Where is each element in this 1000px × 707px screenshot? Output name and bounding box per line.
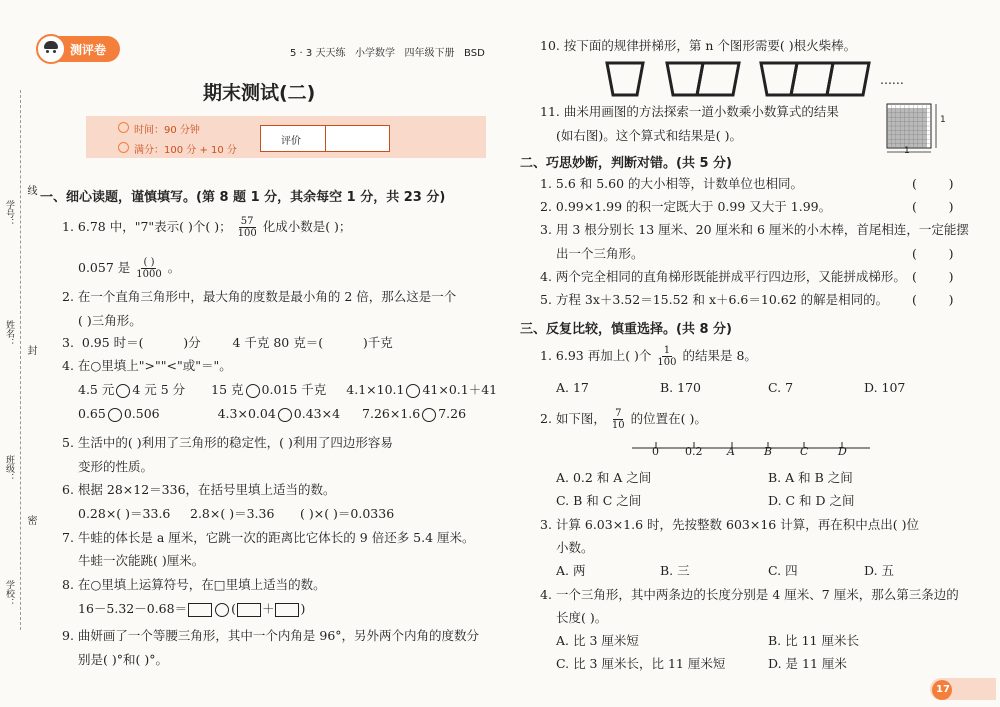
- judge-paren[interactable]: ( ): [912, 199, 954, 214]
- choice-4-line2: 长度( )。: [556, 610, 608, 625]
- q9-line2: 别是( )°和( )°。: [78, 652, 168, 667]
- nl-label-a: A: [727, 445, 735, 458]
- nl-label-d: D: [838, 445, 847, 458]
- side-label-xuehao: 学号：: [4, 200, 14, 227]
- c4-opt-d[interactable]: D. 是 11 厘米: [768, 656, 847, 671]
- side-label-mi: 密: [25, 515, 36, 525]
- section-2-heading: 二、巧思妙断，判断对错。(共 5 分): [520, 156, 732, 171]
- trapezoid-figures: [605, 60, 875, 100]
- compare-circle[interactable]: [108, 408, 122, 422]
- c2-opt-b[interactable]: B. A 和 B 之间: [768, 470, 853, 485]
- q4: 4. 在○里填上">""<"或"＝"。: [62, 358, 232, 373]
- compare-circle[interactable]: [278, 408, 292, 422]
- grid-bottom-label: 1: [904, 146, 910, 156]
- judge-3: 3. 用 3 根分别长 13 厘米、20 厘米和 6 厘米的小木棒，首尾相连，一定能摆: [540, 222, 969, 237]
- clock-icon: [118, 122, 129, 133]
- q5-line1: 5. 生活中的( )利用了三角形的稳定性，( )利用了四边形容易: [62, 435, 393, 450]
- q9-line1: 9. 曲妍画了一个等腰三角形，其中一个内角是 96°，另外两个内角的度数分: [62, 628, 480, 643]
- score-label: 满分：100 分 + 10 分: [134, 145, 237, 156]
- c1-opt-a[interactable]: A. 17: [556, 380, 589, 395]
- nl-label-0: 0: [652, 445, 659, 458]
- nl-label-0.2: 0.2: [685, 445, 703, 458]
- judge-paren[interactable]: ( ): [912, 292, 954, 307]
- c3-opt-b[interactable]: B. 三: [660, 563, 690, 578]
- c4-opt-b[interactable]: B. 比 11 厘米长: [768, 633, 859, 648]
- decimal-grid: [884, 102, 944, 158]
- q6: 6. 根据 28×12＝336，在括号里填上适当的数。: [62, 482, 336, 497]
- judge-paren[interactable]: ( ): [912, 269, 954, 284]
- fraction: $\frac{7}{10}$: [611, 408, 625, 431]
- c4-opt-c[interactable]: C. 比 3 厘米长，比 11 厘米短: [556, 656, 726, 671]
- section-3-heading: 三、反复比较，慎重选择。(共 8 分): [520, 322, 732, 337]
- nl-label-b: B: [764, 445, 773, 458]
- judge-1: 1. 5.6 和 5.60 的大小相等，计数单位也相同。: [540, 176, 804, 191]
- side-label-feng: 封: [25, 345, 36, 355]
- compare-circle[interactable]: [116, 384, 130, 398]
- q7-line2: 牛蛙一次能跳( )厘米。: [78, 553, 205, 568]
- judge-paren[interactable]: ( ): [912, 176, 954, 191]
- q6-expr-2: 2.8×( )＝3.36: [190, 506, 275, 521]
- fraction: $\frac{1}{100}$: [657, 345, 677, 368]
- q4-row1: 4.5 元 4 元 5 分 15 克 0.015 千克 4.1×10.1 41×0.1＋41: [78, 382, 498, 397]
- side-label-school: 学校：: [4, 580, 14, 607]
- q10: 10. 按下面的规律拼梯形，第 n 个图形需要( )根火柴棒。: [540, 38, 857, 53]
- mascot-icon: [36, 34, 66, 64]
- judge-3-cont: 出一个三角形。: [556, 246, 644, 261]
- q1-line2: 0.057 是 $\frac{( )}{1000}$ 。: [78, 257, 181, 280]
- c3-opt-d[interactable]: D. 五: [864, 563, 895, 578]
- q4-row2: 0.65 0.506 4.3×0.04 0.43×4 7.26×1.6 7.26: [78, 406, 467, 421]
- choice-3-line2: 小数。: [556, 540, 594, 555]
- q2-line2: ( )三角形。: [78, 313, 142, 328]
- q6-expr-1: 0.28×( )＝33.6: [78, 506, 171, 521]
- c2-opt-d[interactable]: D. C 和 D 之间: [768, 493, 855, 508]
- choice-4-line1: 4. 一个三角形，其中两条边的长度分别是 4 厘米、7 厘米，那么第三条边的: [540, 587, 959, 602]
- series-label: 5 · 3 天天练 小学数学 四年级下册 BSD: [290, 48, 485, 59]
- q8-line1: 8. 在○里填上运算符号，在□里填上适当的数。: [62, 577, 326, 592]
- c2-opt-c[interactable]: C. B 和 C 之间: [556, 493, 642, 508]
- answer-box[interactable]: [237, 603, 261, 617]
- c3-opt-a[interactable]: A. 两: [556, 563, 586, 578]
- c1-opt-d[interactable]: D. 107: [864, 380, 906, 395]
- choice-1: 1. 6.93 再加上( )个 $\frac{1}{100}$ 的结果是 8。: [540, 345, 757, 368]
- q3: 3. 0.95 时＝( )分 4 千克 80 克＝( )千克: [62, 335, 393, 350]
- operator-circle[interactable]: [215, 603, 229, 617]
- grid-side-label: 1: [940, 115, 946, 125]
- compare-circle[interactable]: [406, 384, 420, 398]
- fraction: $\frac{( )}{1000}$: [136, 257, 162, 280]
- side-label-class: 班级：: [4, 455, 14, 482]
- side-label-name: 姓名：: [4, 320, 14, 347]
- badge-label: 测评卷: [70, 43, 107, 57]
- compare-circle[interactable]: [422, 408, 436, 422]
- q5-line2: 变形的性质。: [78, 459, 154, 474]
- c1-opt-b[interactable]: B. 170: [660, 380, 701, 395]
- judge-5: 5. 方程 3x＋3.52＝15.52 和 x＋6.6＝10.62 的解是相同的。: [540, 292, 889, 307]
- q8-line2: 16－5.32－0.68＝ ( ＋ ): [78, 601, 306, 616]
- q11-line1: 11. 曲米用画图的方法探索一道小数乘小数算式的结果: [540, 104, 839, 119]
- compare-circle[interactable]: [246, 384, 260, 398]
- q7-line1: 7. 牛蛙的体长是 a 厘米，它跳一次的距离比它体长的 9 倍还多 5.4 厘米。: [62, 530, 475, 545]
- page-title: 期末测试(二): [203, 82, 316, 104]
- c4-opt-a[interactable]: A. 比 3 厘米短: [556, 633, 639, 648]
- check-icon: [118, 142, 129, 153]
- choice-3-line1: 3. 计算 6.03×1.6 时，先按整数 603×16 计算，再在积中点出( )位: [540, 517, 919, 532]
- choice-2: 2. 如下图， $\frac{7}{10}$ 的位置在( )。: [540, 408, 707, 431]
- dots: ......: [880, 72, 904, 87]
- time-label: 时间：90 分钟: [134, 125, 200, 136]
- judge-2: 2. 0.99×1.99 的积一定既大于 0.99 又大于 1.99。: [540, 199, 832, 214]
- c2-opt-a[interactable]: A. 0.2 和 A 之间: [556, 470, 652, 485]
- nl-label-c: C: [800, 445, 809, 458]
- binding-line: [20, 90, 21, 630]
- q6-expr-3: ( )×( )＝0.0336: [300, 506, 395, 521]
- q2-line1: 2. 在一个直角三角形中，最大角的度数是最小角的 2 倍，那么这是一个: [62, 289, 457, 304]
- eval-label: 评价: [281, 136, 301, 147]
- side-label-xian: 线: [25, 185, 36, 195]
- judge-4: 4. 两个完全相同的直角梯形既能拼成平行四边形，又能拼成梯形。: [540, 269, 906, 284]
- q1-line1: 1. 6.78 中，"7"表示( )个( )； $\frac{57}{100}$ 化成小数是( )；: [62, 216, 352, 239]
- answer-box[interactable]: [275, 603, 299, 617]
- number-line: [632, 440, 872, 456]
- eval-table: [260, 125, 390, 152]
- fraction: $\frac{57}{100}$: [237, 216, 257, 239]
- c1-opt-c[interactable]: C. 7: [768, 380, 794, 395]
- page-number: 17: [936, 684, 950, 695]
- c3-opt-c[interactable]: C. 四: [768, 563, 798, 578]
- judge-paren[interactable]: ( ): [912, 246, 954, 261]
- section-1-heading: 一、细心读题，谨慎填写。(第 8 题 1 分，其余每空 1 分，共 23 分): [40, 190, 446, 205]
- q11-line2: (如右图)。这个算式和结果是( )。: [556, 128, 742, 143]
- answer-box[interactable]: [188, 603, 212, 617]
